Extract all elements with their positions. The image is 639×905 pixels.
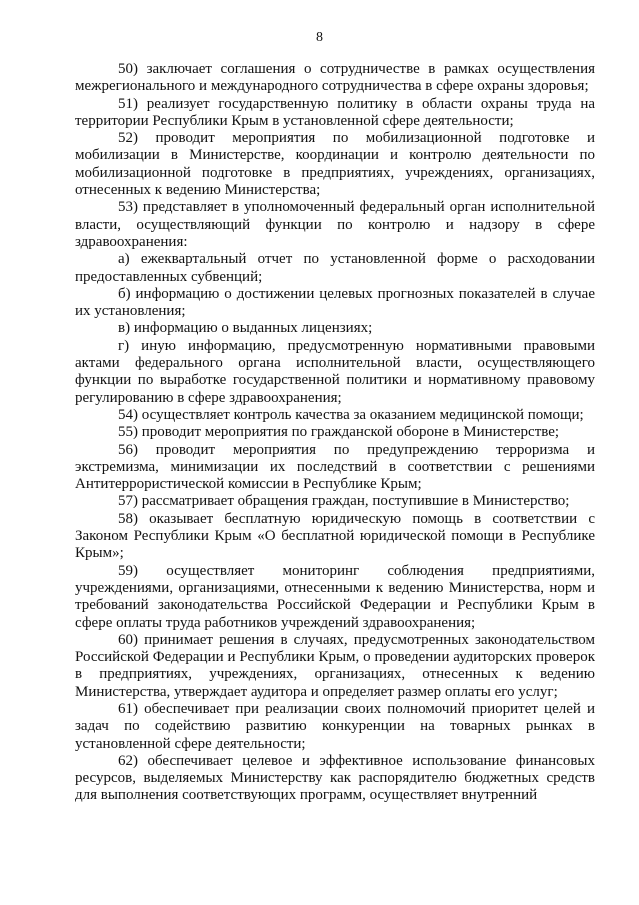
paragraph-item-50: 50) заключает соглашения о сотрудничестве в рамках осуществления межрегионального и международного сотрудничества в сфере охраны здоровья; [75,61,595,95]
paragraph-item-51: 51) реализует государственную политику в области охраны труда на территории Республики Крым в установленной сфере деятельности; [75,95,595,129]
paragraph-item-55: 55) проводит мероприятия по гражданской обороне в Министерстве; [118,424,560,441]
paragraph-subitem-b: б) информацию о достижении целевых прогнозных показателей в случае их установления; [75,285,595,320]
paragraph-item-52: 52) проводит мероприятия по мобилизационной подготовке и мобилизации в Министерстве, координации и контролю деятельности по мобилизационной подготовке в предприятиях, учреждениях, организациях, отнесенных к ведению Министерства; [75,130,595,199]
paragraph-item-59: 59) осуществляет мониторинг соблюдения предприятиями, учреждениями, организациями, отнесенными к ведению Министерства, норм и требований законодательства Российской Федерации и Республики Крым в сфере оплаты труда работников учреждений здравоохранения; [75,562,595,631]
paragraph-item-62: 62) обеспечивает целевое и эффективное использование финансовых ресурсов, выделяемых Министерству как распорядителю бюджетных средств для выполнения соответствующих программ, осуществляет внутренний [75,752,595,804]
paragraph-item-57: 57) рассматривает обращения граждан, поступившие в Министерство; [118,493,570,510]
paragraph-item-58: 58) оказывает бесплатную юридическую помощь в соответствии с Законом Республики Крым «О бесплатной юридической помощи в Республике Крым»; [75,510,595,562]
paragraph-subitem-g: г) иную информацию, предусмотренную нормативными правовыми актами федерального органа исполнительной власти, осуществляющего функции по выработке государственной политики и нормативному правовому регулированию в сфере здравоохранения; [75,337,595,406]
paragraph-item-60: 60) принимает решения в случаях, предусмотренных законодательством Российской Федерации и Республики Крым, о проведении аудиторских проверок в предприятиях, учреждениях, организациях, отнесенных к ведению Министерства, утверждает аудитора и определяет размер оплаты его услуг; [75,631,595,700]
paragraph-item-53: 53) представляет в уполномоченный федеральный орган исполнительной власти, осуществляющий функции по контролю и надзору в сфере здравоохранения: [75,199,595,250]
paragraph-subitem-v: в) информацию о выданных лицензиях; [118,320,373,337]
paragraph-item-54: 54) осуществляет контроль качества за оказанием медицинской помощи; [118,406,584,423]
document-body [75,61,595,805]
paragraph-item-56: 56) проводит мероприятия по предупреждению терроризма и экстремизма, минимизации их последствий в соответствии с решениями Антитеррористической комиссии в Республике Крым; [75,441,595,493]
paragraph-subitem-a: а) ежеквартальный отчет по установленной форме о расходовании предоставленных субвенций; [75,251,595,285]
paragraph-item-61: 61) обеспечивает при реализации своих полномочий приоритет целей и задач по содействию развитию конкуренции на товарных рынках в установленной сфере деятельности; [75,700,595,752]
page-number: 8 [316,30,323,45]
